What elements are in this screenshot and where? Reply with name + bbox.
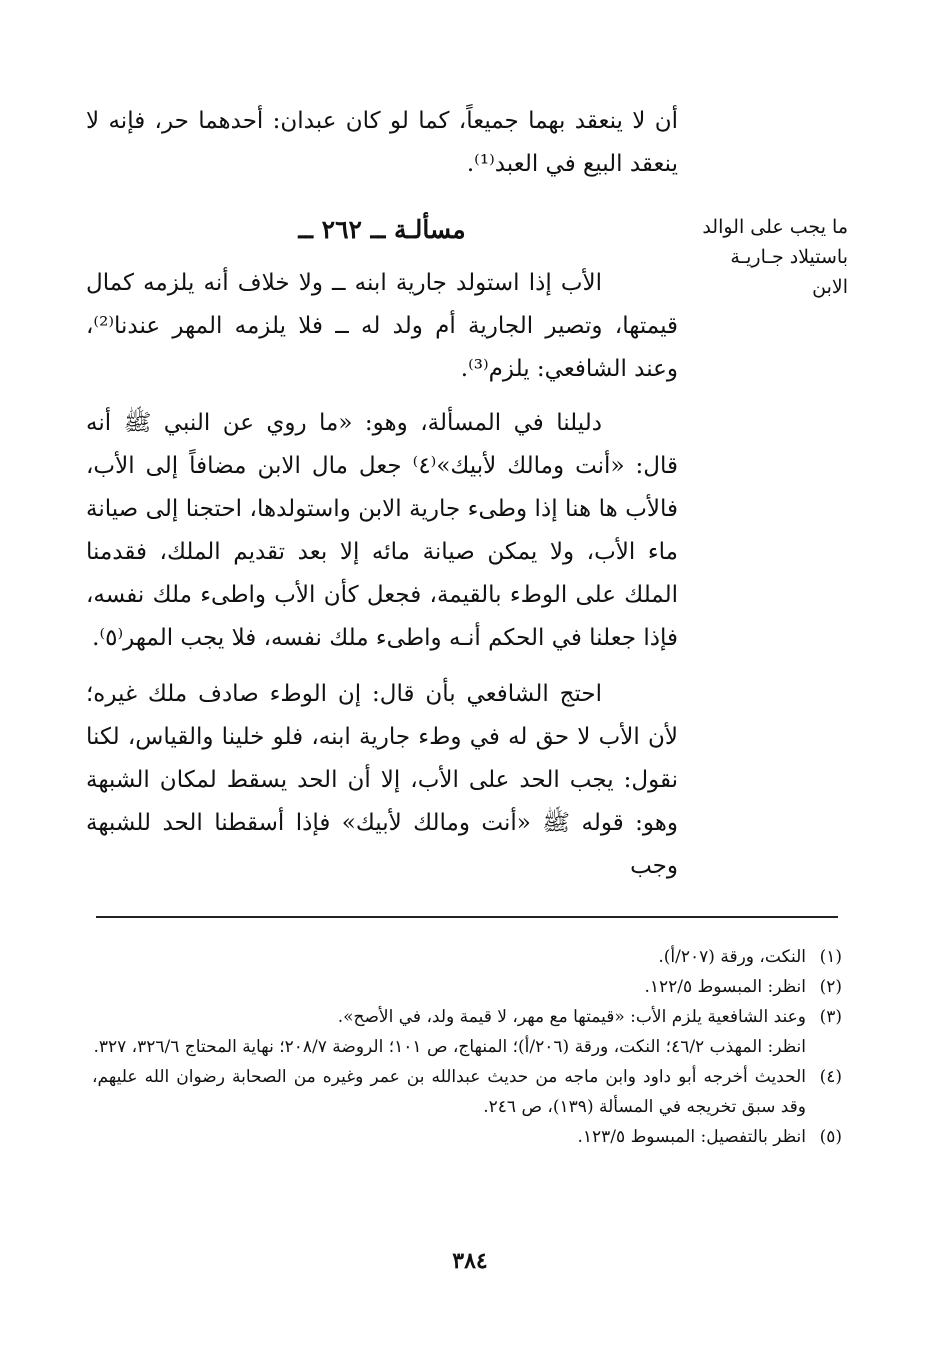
margin-note <box>684 212 848 302</box>
paragraph-ruling: الأب إذا استولد جارية ابنه ــ ولا خلاف أنه يلزمه كمال قيمتها، وتصير الجارية أم ولد له ــ فلا يلزمه المهر عندنا⁽²⁾، وعند الشافعي: يلزم⁽³⁾. <box>86 270 678 382</box>
paragraph-shafii-argument: احتج الشافعي بأن قال: إن الوطء صادف ملك غيره؛ لأن الأب لا حق له في وطء جارية ابنه، فلو خلينا والقياس، لكنا نقول: يجب الحد على الأب، إلا أن الحد يسقط لمكان الشبهة وهو: قوله ﷺ «أنت ومالك لأبيك» فإذا أسقطنا الحد للشبهة وجب <box>86 681 678 879</box>
footnote-number: (١) <box>819 947 842 967</box>
footnote-text: وعند الشافعية يلزم الأب: «قيمتها مع مهر، لا قيمة ولد، في الأصح». <box>337 1007 806 1027</box>
footnote-text: النكت، ورقة (٢٠٧/أ). <box>658 947 806 967</box>
paragraph-evidence: دليلنا في المسألة، وهو: «ما روي عن النبي ﷺ أنه قال: «أنت ومالك لأبيك»⁽٤⁾ جعل مال الابن مضافاً إلى الأب، فالأب ها هنا إذا وطىء جارية الابن واستولدها، احتجنا إلى صيانة ماء الأب، ولا يمكن صيانة مائه إلا بعد تقديم الملك، فقدمنا الملك على الوطء بالقيمة، فجعل كأن الأب واطىء ملك نفسه، فإذا جعلنا في الحكم أنـه واطىء ملك نفسه، فلا يجب المهر⁽٥⁾. <box>86 410 678 651</box>
footnote-number: (٥) <box>819 1127 842 1147</box>
footnote-text: الحديث أخرجه أبو داود وابن ماجه من حديث عبدالله بن عمر وغيره من الصحابة رضوان الله عليهم، وقد سبق تخريجه في المسألة (١٣٩)، ص ٢٤٦. <box>92 1067 806 1117</box>
page-number: ٣٨٤ <box>452 1248 488 1274</box>
footnote-number: (٣) <box>819 1007 842 1027</box>
margin-note-line: ما يجب على الوالد <box>702 216 848 238</box>
footnote-number: (٢) <box>819 977 842 997</box>
footnote-item <box>92 1122 842 1152</box>
footnote-text: انظر: المبسوط ١٢٢/٥. <box>644 977 806 997</box>
footnote-item <box>92 942 842 972</box>
footnote-item <box>92 972 842 1002</box>
footnotes <box>92 942 842 1152</box>
footnote-divider <box>96 916 838 918</box>
footnote-item <box>92 1002 842 1032</box>
intro-paragraph: أن لا ينعقد بهما جميعاً، كما لو كان عبدان: أحدهما حر، فإنه لا ينعقد البيع في العبد⁽¹⁾. <box>86 108 678 177</box>
issue-heading: مسألـة ــ ٢٦٢ ــ <box>298 215 466 244</box>
margin-note-line: باستيلاد جـاريـة <box>730 246 848 268</box>
margin-note-line: الابن <box>812 276 848 298</box>
footnote-number: (٤) <box>819 1067 842 1087</box>
footnote-continuation: انظر: المهذب ٤٦/٢؛ النكت، ورقة (٢٠٦/أ)؛ المنهاج، ص ١٠١؛ الروضة ٢٠٨/٧؛ نهاية المحتاج ٣٢٦/٦، ٣٢٧. <box>93 1037 806 1057</box>
footnote-item <box>92 1062 842 1122</box>
footnote-text: انظر بالتفصيل: المبسوط ١٢٣/٥. <box>577 1127 806 1147</box>
